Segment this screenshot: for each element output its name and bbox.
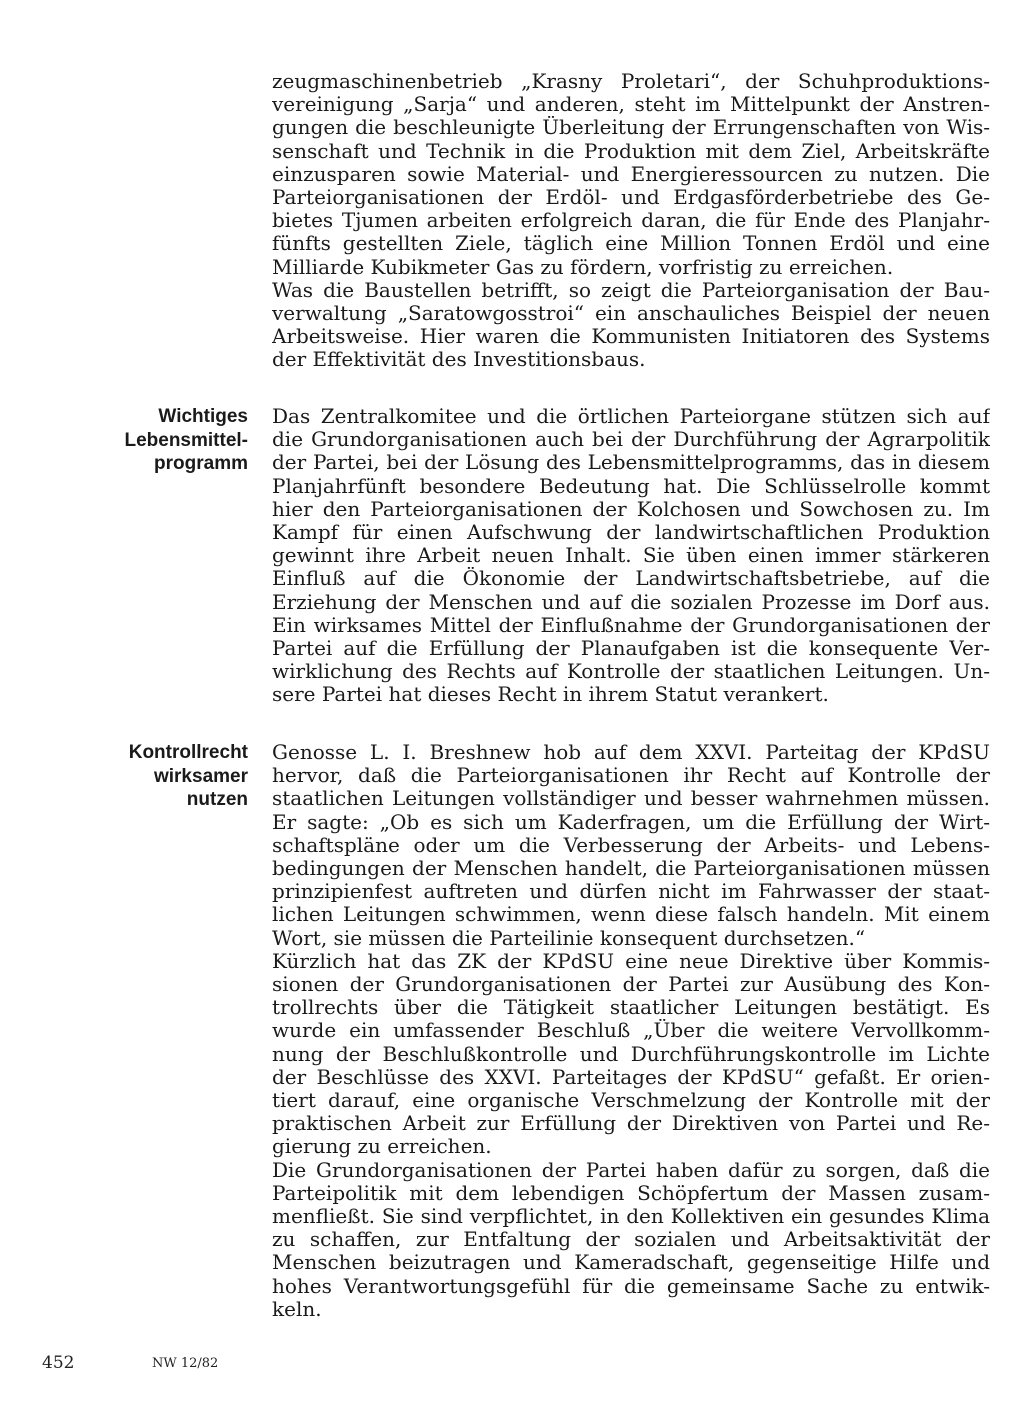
text-line: Einfluß auf die Ökonomie der Landwirtschaftsbetriebe, auf die (272, 567, 990, 591)
text-line: nung der Beschlußkontrolle und Durchführungskontrolle im Lichte (272, 1042, 990, 1066)
text-line: Wort, sie müssen die Parteilinie konsequent durchsetzen.“ (272, 926, 866, 950)
text-line: vereinigung „Sarja“ und anderen, steht im Mittelpunkt der Anstren- (272, 93, 990, 117)
text-line: Ein wirksames Mittel der Einflußnahme der Grundorganisationen der (272, 613, 990, 637)
body-paragraph (272, 950, 990, 1159)
text-line: Kampf für einen Aufschwung der landwirtschaftlichen Produktion (272, 520, 990, 544)
text-line: Parteiorganisationen der Erdöl- und Erdgasförderbetriebe des Ge- (272, 185, 990, 209)
text-line: tiert darauf, eine organische Verschmelzung der Kontrolle mit der (272, 1088, 990, 1112)
text-line: Erziehung der Menschen und auf die sozialen Prozesse im Dorf aus. (272, 590, 990, 614)
text-line: Genosse L. I. Breshnew hob auf dem XXVI. Parteitag der KPdSU (272, 741, 990, 764)
text-line: schaftspläne oder um die Verbesserung der Arbeits- und Lebens- (272, 833, 990, 857)
side-heading-lebensmittelprogramm (100, 405, 248, 476)
side-heading-line: Wichtiges (158, 406, 248, 427)
text-line: Was die Baustellen betrifft, so zeigt die Parteiorganisation der Bau- (272, 278, 990, 302)
text-line: prinzipienfest auftreten und dürfen nicht im Fahrwasser der staat- (272, 880, 990, 904)
text-line: Arbeitsweise. Hier waren die Kommunisten Initiatoren des Systems (272, 325, 990, 349)
journal-reference: NW 12/82 (152, 1356, 219, 1371)
body-paragraph (272, 741, 990, 950)
text-line: lichen Leitungen schwimmen, wenn diese falsch handeln. Mit einem (272, 903, 990, 927)
text-line: praktischen Arbeit zur Erfüllung der Direktiven von Partei und Re- (272, 1112, 990, 1136)
side-heading-line: Kontrollrecht (128, 742, 248, 763)
text-line: die Grundorganisationen auch bei der Durchführung der Agrarpolitik (272, 428, 990, 452)
text-line: Partei auf die Erfüllung der Planaufgaben ist die konsequente Ver- (272, 636, 990, 660)
text-line: sere Partei hat dieses Recht in ihrem Statut verankert. (272, 683, 829, 707)
body-paragraph (272, 405, 990, 706)
body-paragraph (272, 70, 990, 279)
text-line: Parteipolitik mit dem lebendigen Schöpfertum der Massen zusam- (272, 1181, 990, 1205)
text-line: zu schaffen, zur Entfaltung der sozialen und Arbeitsaktivität der (272, 1228, 990, 1252)
text-line: der Effektivität des Investitionsbaus. (272, 348, 646, 372)
text-line: einzusparen sowie Material- und Energieressourcen zu nutzen. Die (272, 162, 990, 186)
text-line: staatlichen Leitungen vollständiger und besser wahrnehmen müssen. (272, 787, 990, 811)
text-line: gungen die beschleunigte Überleitung der Errungenschaften von Wis- (272, 116, 990, 140)
body-paragraph (272, 279, 990, 372)
text-line: keln. (272, 1297, 322, 1321)
side-heading-line: nutzen (186, 789, 248, 810)
text-line: hervor, daß die Parteiorganisationen ihr Recht auf Kontrolle der (272, 764, 990, 788)
side-heading-line: programm (154, 453, 248, 474)
text-line: wirklichung des Rechts auf Kontrolle der staatlichen Leitungen. Un- (272, 660, 990, 684)
text-line: Kürzlich hat das ZK der KPdSU eine neue Direktive über Kommis- (272, 949, 990, 973)
text-line: hohes Verantwortungsgefühl für die gemeinsame Sache zu entwik- (272, 1274, 990, 1298)
text-line: Das Zentralkomitee und die örtlichen Parteiorgane stützen sich auf (272, 405, 990, 428)
text-line: Milliarde Kubikmeter Gas zu fördern, vorfristig zu erreichen. (272, 255, 894, 279)
text-line: fünfts gestellten Ziele, täglich eine Million Tonnen Erdöl und eine (272, 232, 990, 256)
side-heading-kontrollrecht (100, 741, 248, 812)
text-line: gewinnt ihre Arbeit neuen Inhalt. Sie üben einen immer stärkeren (272, 544, 990, 568)
text-line: wurde ein umfassender Beschluß „Über die weitere Vervollkomm- (272, 1019, 990, 1043)
side-heading-line: wirksamer (153, 765, 248, 787)
text-line: Die Grundorganisationen der Partei haben dafür zu sorgen, daß die (272, 1158, 990, 1182)
text-line: Planjahrfünft besondere Bedeutung hat. Die Schlüsselrolle kommt (272, 474, 990, 498)
text-line: bedingungen der Menschen handelt, die Parteiorganisationen müssen (272, 856, 990, 880)
text-line: hier den Parteiorganisationen der Kolchosen und Sowchosen zu. Im (272, 497, 990, 521)
text-line: Er sagte: „Ob es sich um Kaderfragen, um die Erfüllung der Wirt- (272, 810, 990, 834)
text-line: gierung zu erreichen. (272, 1135, 492, 1159)
text-line: der Beschlüsse des XXVI. Parteitages der KPdSU“ gefaßt. Er orien- (272, 1065, 990, 1089)
text-line: sionen der Grundorganisationen der Partei zur Ausübung des Kon- (272, 972, 990, 996)
text-line: Menschen beizutragen und Kameradschaft, gegenseitige Hilfe und (272, 1251, 990, 1275)
side-heading-line: Lebensmittel- (124, 429, 248, 451)
page-number: 452 (42, 1353, 75, 1373)
body-paragraph (272, 1159, 990, 1321)
text-line: trollrechts über die Tätigkeit staatlicher Leitungen bestätigt. Es (272, 996, 990, 1020)
text-line: bietes Tjumen arbeiten erfolgreich daran, die für Ende des Planjahr- (272, 209, 990, 233)
text-line: der Partei, bei der Lösung des Lebensmittelprogramms, das in diesem (272, 451, 990, 475)
text-line: senschaft und Technik in die Produktion mit dem Ziel, Arbeitskräfte (272, 139, 990, 163)
text-line: menfließt. Sie sind verpflichtet, in den Kollektiven ein gesundes Klima (272, 1204, 990, 1228)
text-line: zeugmaschinenbetrieb „Krasny Proletari“, der Schuhproduktions- (272, 70, 990, 93)
text-line: verwaltung „Saratowgosstroi“ ein anschauliches Beispiel der neuen (272, 301, 990, 325)
